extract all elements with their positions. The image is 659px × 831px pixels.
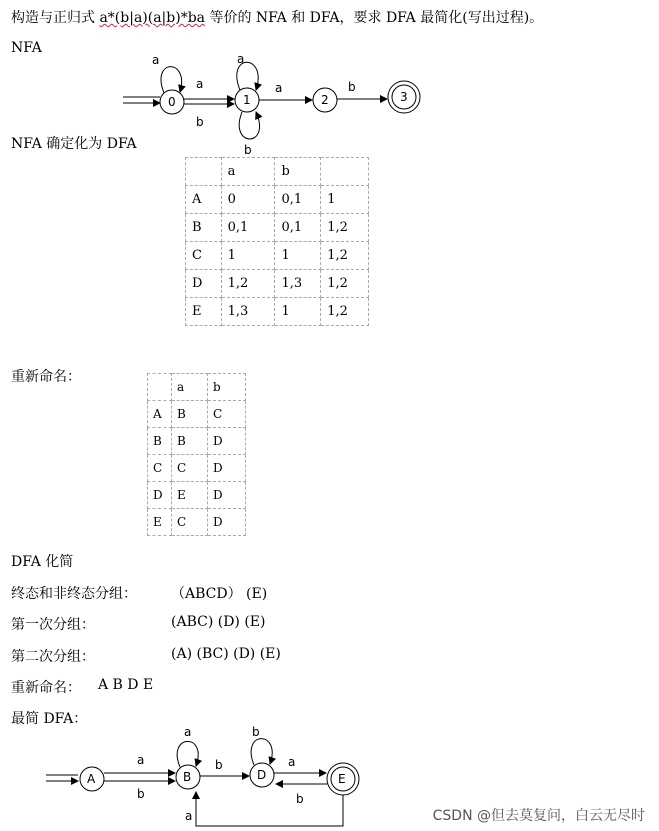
table-cell: D: [186, 270, 222, 298]
table-cell: 0,1: [275, 214, 321, 242]
dfa-table: [185, 157, 369, 326]
table-row: [148, 401, 246, 428]
nfa-edge-label: b: [348, 80, 356, 94]
dfa-edge-label: b: [252, 725, 260, 739]
step-label: 重新命名：: [11, 680, 81, 696]
table-row: [148, 374, 246, 401]
table-cell: E: [172, 482, 208, 509]
nfa-edge-label: b: [196, 115, 204, 129]
step-label: 终态和非终态分组：: [11, 586, 137, 602]
task-regex: a*(b|a)(a|b)*ba: [99, 10, 206, 26]
task-prefix: 构造与正归式: [11, 10, 95, 26]
table-cell: 1,2: [321, 298, 369, 326]
table-row: [186, 158, 369, 186]
minimize-heading: DFA 化简: [11, 554, 74, 570]
table-cell: D: [208, 509, 246, 536]
table-cell: b: [208, 374, 246, 401]
step-value: （ABCD） (E): [171, 586, 268, 602]
nfa-edge-label: a: [152, 53, 160, 67]
table-cell: [321, 158, 369, 186]
dfa-edge-label: a: [185, 809, 193, 823]
table-cell: A: [186, 186, 222, 214]
step-value: (A) (BC) (D) (E): [171, 646, 281, 662]
dfa-edge-label: b: [137, 787, 145, 801]
dfa-state-label: D: [257, 768, 267, 782]
table-cell: D: [208, 455, 246, 482]
nfa-edge-label: a: [275, 81, 283, 95]
table-row: [148, 509, 246, 536]
nfa-state-label: 3: [400, 90, 408, 104]
nfa-heading: NFA: [11, 40, 42, 56]
table-cell: 1: [275, 298, 321, 326]
task-statement: [11, 7, 543, 27]
dfa-edge-label: b: [215, 758, 223, 772]
table-cell: 1,3: [221, 298, 275, 326]
table-row: [186, 242, 369, 270]
table-row: [186, 298, 369, 326]
table-cell: D: [208, 482, 246, 509]
table-cell: C: [148, 455, 172, 482]
rename-heading: 重新命名：: [11, 369, 81, 385]
task-suffix: 等价的 NFA 和 DFA，要求 DFA 最简化(写出过程)。: [209, 10, 544, 26]
rename-table: [147, 373, 246, 536]
table-cell: b: [275, 158, 321, 186]
table-cell: C: [186, 242, 222, 270]
dfa-edge-label: b: [296, 792, 304, 806]
table-cell: B: [172, 428, 208, 455]
determinize-heading: NFA 确定化为 DFA: [11, 136, 137, 152]
dfa-state-label: B: [183, 770, 192, 784]
table-cell: 1,3: [275, 270, 321, 298]
dfa-edge-label: a: [137, 753, 145, 767]
table-row: [148, 428, 246, 455]
table-cell: 1: [321, 186, 369, 214]
table-cell: C: [208, 401, 246, 428]
table-cell: 1: [221, 242, 275, 270]
nfa-state-label: 2: [321, 93, 329, 107]
table-cell: 1: [275, 242, 321, 270]
dfa-edge-label: a: [184, 725, 192, 739]
table-cell: a: [172, 374, 208, 401]
table-row: [186, 214, 369, 242]
table-row: [148, 455, 246, 482]
table-cell: [186, 158, 222, 186]
table-cell: 0: [221, 186, 275, 214]
table-cell: D: [148, 482, 172, 509]
table-cell: B: [148, 428, 172, 455]
table-cell: 1,2: [321, 214, 369, 242]
table-cell: C: [172, 455, 208, 482]
table-cell: a: [221, 158, 275, 186]
dfa-edge-label: a: [288, 755, 296, 769]
nfa-edge-label: b: [244, 143, 252, 157]
step-value: (ABC) (D) (E): [171, 614, 266, 630]
step-value: A B D E: [98, 677, 154, 693]
table-cell: A: [148, 401, 172, 428]
table-cell: 1,2: [321, 242, 369, 270]
watermark: CSDN @但去莫复问，白云无尽时: [432, 808, 645, 824]
table-row: [148, 482, 246, 509]
table-cell: E: [186, 298, 222, 326]
table-cell: 1,2: [321, 270, 369, 298]
table-cell: C: [172, 509, 208, 536]
nfa-state-label: 1: [243, 93, 251, 107]
table-cell: B: [186, 214, 222, 242]
step-label: 第二次分组：: [11, 649, 95, 665]
table-cell: 1,2: [221, 270, 275, 298]
table-row: [186, 270, 369, 298]
nfa-state-label: 0: [168, 95, 176, 109]
table-cell: 0,1: [221, 214, 275, 242]
table-cell: [148, 374, 172, 401]
dfa-state-label: E: [338, 772, 346, 786]
table-cell: D: [208, 428, 246, 455]
dfa-state-label: A: [87, 772, 96, 786]
nfa-edge-label: a: [196, 77, 204, 91]
table-cell: E: [148, 509, 172, 536]
step-label: 第一次分组：: [11, 617, 95, 633]
nfa-edge-label: a: [237, 52, 245, 66]
min-dfa-heading: 最简 DFA：: [11, 711, 88, 727]
table-row: [186, 186, 369, 214]
table-cell: B: [172, 401, 208, 428]
table-cell: 0,1: [275, 186, 321, 214]
